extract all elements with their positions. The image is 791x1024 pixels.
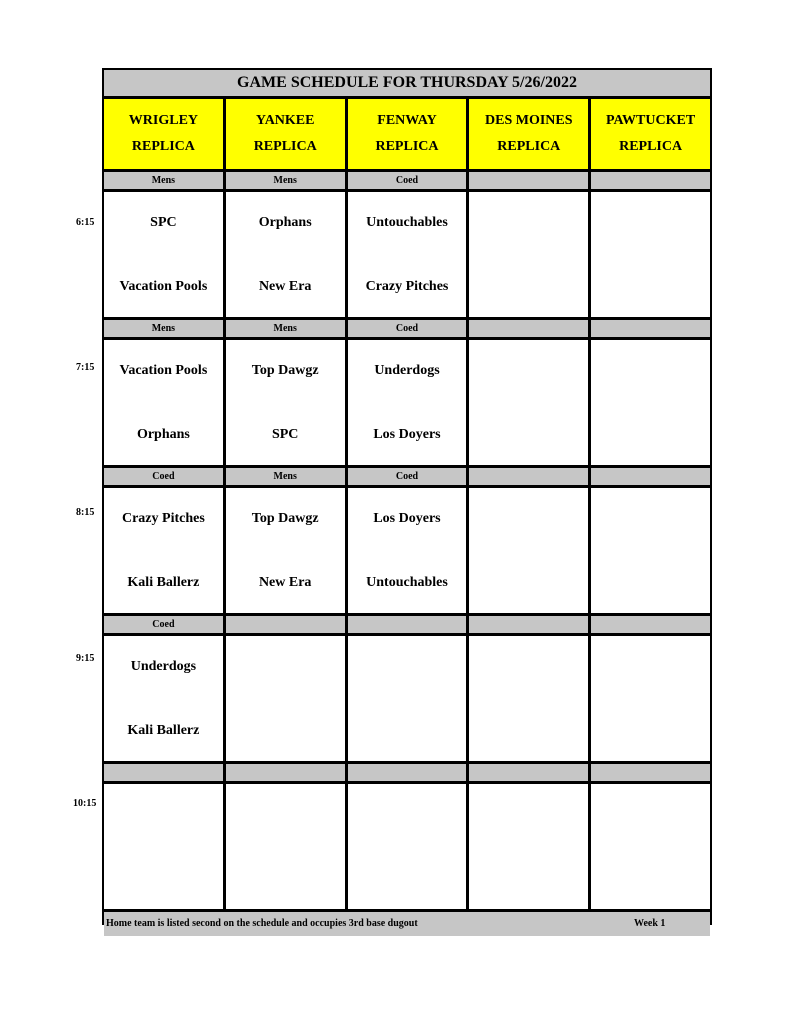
game-slot [104,636,223,761]
game-slot [469,784,588,909]
field-name: YANKEE [255,113,315,128]
game-slot [591,192,710,317]
away-team: Untouchables [366,215,448,230]
division-label: Mens [226,172,345,189]
field-header-fenway [348,99,467,169]
home-team: Untouchables [366,575,448,590]
game-slot [591,340,710,465]
game-slot [469,192,588,317]
game-slot [591,784,710,909]
away-team: Orphans [258,215,312,230]
away-team: Underdogs [374,363,440,378]
game-slot [226,636,345,761]
division-label [348,616,467,633]
division-label [591,320,710,337]
away-team: Vacation Pools [119,363,208,378]
home-team: SPC [271,427,299,442]
game-slot [469,636,588,761]
field-name: WRIGLEY [128,113,199,128]
field-header-pawtucket [591,99,710,169]
field-sub: REPLICA [131,139,195,154]
game-slot [226,784,345,909]
game-slot [348,636,467,761]
home-team: Los Doyers [373,427,441,442]
field-name: FENWAY [377,113,437,128]
away-team: Los Doyers [373,511,441,526]
schedule-footer [104,912,710,936]
field-sub: REPLICA [497,139,561,154]
home-team: Orphans [136,427,190,442]
away-team: Crazy Pitches [121,511,205,526]
division-label [348,764,467,781]
game-slot [591,488,710,613]
footer-note: Home team is listed second on the schedule and occupies 3rd base dugout [106,918,418,929]
game-slot [469,340,588,465]
division-label [591,764,710,781]
game-slot [348,340,467,465]
game-slot [591,636,710,761]
home-team: Kali Ballerz [127,723,200,738]
home-team: New Era [258,575,312,590]
time-label: 7:15 [76,362,95,373]
division-label [469,468,588,485]
division-label: Mens [104,320,223,337]
division-label [469,172,588,189]
schedule-table [102,68,712,929]
home-team: Crazy Pitches [365,279,449,294]
field-sub: REPLICA [375,139,439,154]
field-header-yankee [226,99,345,169]
game-slot [348,784,467,909]
away-team: Top Dawgz [251,511,319,526]
division-label: Coed [104,616,223,633]
game-slot [104,340,223,465]
game-slot [226,340,345,465]
away-team: Underdogs [130,659,197,674]
schedule-title: GAME SCHEDULE FOR THURSDAY 5/26/2022 [104,70,710,96]
game-slot [226,192,345,317]
game-slot [104,488,223,613]
time-label: 6:15 [76,217,95,228]
field-header-des-moines [469,99,588,169]
home-team: Vacation Pools [119,279,208,294]
division-label: Coed [348,320,467,337]
division-label [226,616,345,633]
home-team: Kali Ballerz [127,575,200,590]
division-label [469,616,588,633]
time-label: 10:15 [73,798,97,809]
division-label [591,468,710,485]
home-team: New Era [258,279,312,294]
division-label: Coed [348,172,467,189]
division-label [469,764,588,781]
field-header-wrigley [104,99,223,169]
division-label [226,764,345,781]
field-name: DES MOINES [485,113,573,128]
time-label: 8:15 [76,507,95,518]
game-slot [104,784,223,909]
division-label [104,764,223,781]
field-sub: REPLICA [619,139,683,154]
division-label [591,172,710,189]
division-label [469,320,588,337]
division-label [591,616,710,633]
division-label: Mens [226,468,345,485]
field-sub: REPLICA [253,139,317,154]
game-slot [104,192,223,317]
division-label: Coed [348,468,467,485]
game-slot [348,488,467,613]
game-slot [226,488,345,613]
time-label: 9:15 [76,653,95,664]
away-team: Top Dawgz [251,363,319,378]
division-label: Coed [104,468,223,485]
week-label: Week 1 [634,918,666,929]
division-label: Mens [104,172,223,189]
field-name: PAWTUCKET [605,113,696,128]
game-slot [469,488,588,613]
division-label: Mens [226,320,345,337]
away-team: SPC [150,215,177,230]
game-slot [348,192,467,317]
